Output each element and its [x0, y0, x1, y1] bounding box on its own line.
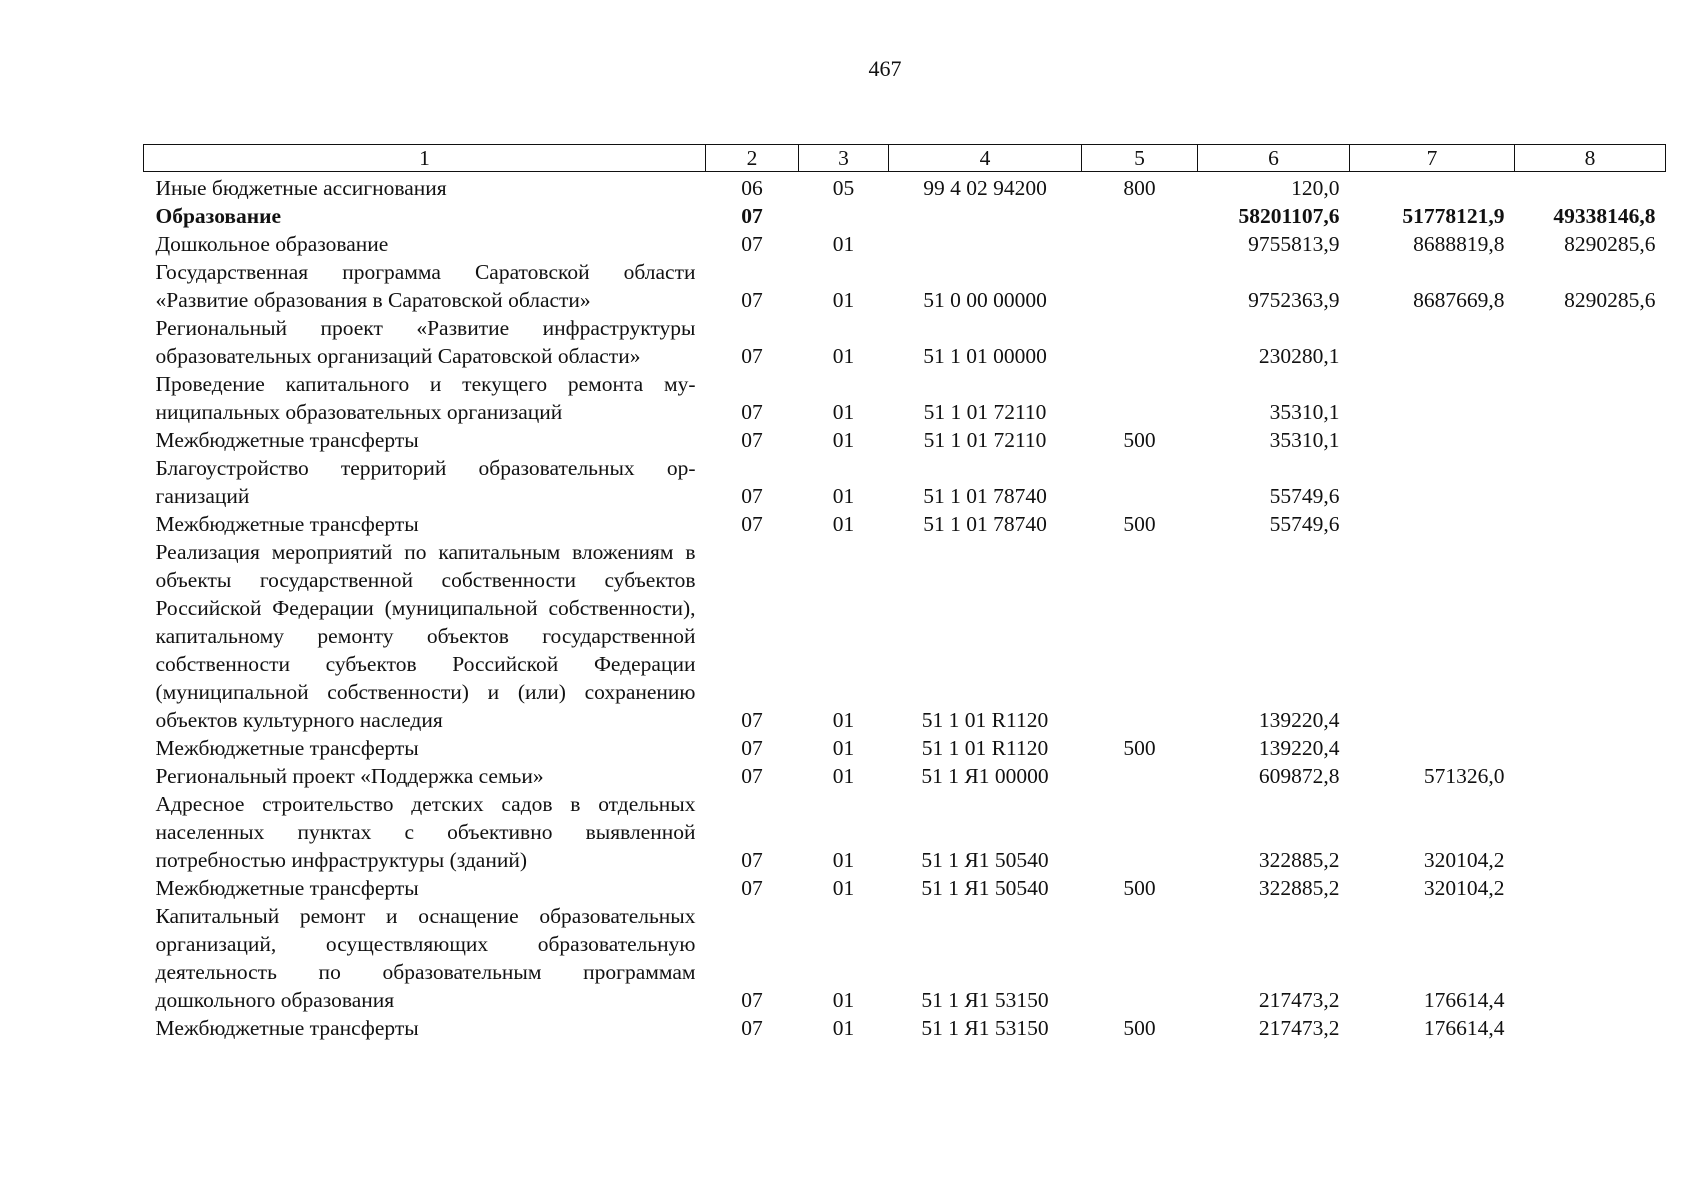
- row-expense-type-code: [1082, 202, 1198, 230]
- row-amount-col8: [1515, 370, 1666, 426]
- row-section-code: 07: [741, 736, 763, 760]
- row-target-item-code: 51 1 01 78740: [923, 512, 1047, 536]
- table-header-row: [144, 145, 1666, 172]
- row-amount-col7: [1350, 172, 1515, 203]
- row-target-item-code: 51 1 01 R1120: [921, 736, 1049, 760]
- row-expense-type-code: 500: [1123, 876, 1156, 900]
- row-subsection-code: 01: [832, 764, 855, 788]
- row-section-code: 07: [741, 512, 763, 536]
- row-target-item-code: 51 1 01 78740: [923, 484, 1047, 508]
- row-amount-col7: 571326,0: [1423, 764, 1505, 788]
- row-name: Межбюджетные трансферты: [155, 876, 419, 900]
- row-name: Межбюджетные трансферты: [155, 428, 419, 452]
- row-amount-col7: [1350, 454, 1515, 510]
- row-amount-col7: 320104,2: [1423, 876, 1505, 900]
- row-amount-col6: 139220,4: [1258, 736, 1340, 760]
- column-header: 7: [1350, 145, 1515, 172]
- table-row: [144, 230, 1666, 258]
- budget-table: [143, 144, 1666, 1042]
- row-section-code: 07: [741, 876, 763, 900]
- row-subsection-code: 01: [832, 400, 855, 424]
- row-amount-col6: 55749,6: [1269, 512, 1340, 536]
- row-expense-type-code: 500: [1123, 736, 1156, 760]
- row-subsection-code: 01: [832, 708, 855, 732]
- table-row: [144, 258, 1666, 314]
- table-row: [144, 790, 1666, 874]
- row-amount-col7: 176614,4: [1423, 1016, 1505, 1040]
- row-amount-col8: [1515, 902, 1666, 1014]
- row-amount-col6: 120,0: [1291, 176, 1340, 200]
- row-name: Иные бюджетные ассигнования: [155, 176, 447, 200]
- row-target-item-code: 51 1 01 72110: [923, 428, 1047, 452]
- row-amount-col6: 58201107,6: [1238, 204, 1340, 228]
- row-amount-col6: 9755813,9: [1248, 232, 1340, 256]
- row-amount-col8: [1515, 426, 1666, 454]
- column-header: 8: [1515, 145, 1666, 172]
- row-name: Региональный проект «Поддержка семьи»: [155, 764, 544, 788]
- row-section-code: 07: [741, 344, 763, 368]
- row-subsection-code: 01: [832, 288, 855, 312]
- row-name: Государственная программа Саратовской области «Развитие образования в Саратовской области»: [155, 260, 696, 312]
- row-section-code: 07: [741, 428, 763, 452]
- row-name: Проведение капитального и текущего ремонта муниципальных образовательных организаций: [155, 372, 696, 424]
- table-row: [144, 454, 1666, 510]
- row-expense-type-code: [1082, 314, 1198, 370]
- row-subsection-code: 01: [832, 876, 855, 900]
- row-amount-col6: 9752363,9: [1248, 288, 1340, 312]
- row-amount-col7: [1350, 314, 1515, 370]
- row-name: Образование: [155, 204, 282, 228]
- row-amount-col8: [1515, 762, 1666, 790]
- table-body: [144, 172, 1666, 1043]
- row-amount-col8: [1515, 538, 1666, 734]
- row-subsection-code: 01: [832, 428, 855, 452]
- row-expense-type-code: 500: [1123, 512, 1156, 536]
- row-target-item-code: 51 1 Я1 00000: [921, 764, 1049, 788]
- row-name: Адресное строительство детских садов в отдельных населенных пунктах с объективно выявленной потребностью инфраструктуры (зданий): [155, 792, 696, 872]
- row-section-code: 07: [741, 764, 763, 788]
- table-row: [144, 172, 1666, 203]
- row-target-item-code: [889, 230, 1082, 258]
- row-subsection-code: 01: [832, 512, 855, 536]
- row-amount-col6: 609872,8: [1258, 764, 1340, 788]
- row-expense-type-code: 800: [1123, 176, 1156, 200]
- column-header: 2: [706, 145, 799, 172]
- row-amount-col6: 139220,4: [1258, 708, 1340, 732]
- row-amount-col7: [1350, 426, 1515, 454]
- row-amount-col7: [1350, 538, 1515, 734]
- row-amount-col8: [1515, 454, 1666, 510]
- row-section-code: 07: [741, 848, 763, 872]
- row-expense-type-code: [1082, 902, 1198, 1014]
- row-amount-col6: 35310,1: [1269, 400, 1340, 424]
- row-section-code: 07: [741, 484, 763, 508]
- row-name: Капитальный ремонт и оснащение образовательных организаций, осуществляющих образовательную деятельность по образовательным программам дошкольного образования: [155, 904, 696, 1012]
- row-amount-col6: 55749,6: [1269, 484, 1340, 508]
- column-header: 3: [799, 145, 889, 172]
- row-expense-type-code: [1082, 762, 1198, 790]
- row-amount-col8: [1515, 510, 1666, 538]
- row-subsection-code: 01: [832, 736, 855, 760]
- row-expense-type-code: [1082, 538, 1198, 734]
- row-subsection-code: 01: [832, 484, 855, 508]
- row-amount-col6: 217473,2: [1258, 988, 1340, 1012]
- row-target-item-code: 51 0 00 00000: [923, 288, 1047, 312]
- row-target-item-code: 51 1 01 R1120: [921, 708, 1049, 732]
- row-section-code: 07: [741, 204, 763, 228]
- row-amount-col7: 8687669,8: [1413, 288, 1505, 312]
- row-expense-type-code: [1082, 258, 1198, 314]
- row-expense-type-code: [1082, 454, 1198, 510]
- column-header: 5: [1082, 145, 1198, 172]
- row-amount-col6: 322885,2: [1258, 876, 1340, 900]
- row-amount-col7: [1350, 734, 1515, 762]
- table-row: [144, 426, 1666, 454]
- row-section-code: 07: [741, 708, 763, 732]
- row-expense-type-code: [1082, 370, 1198, 426]
- row-amount-col8: [1515, 734, 1666, 762]
- row-section-code: 07: [741, 1016, 763, 1040]
- row-amount-col7: [1350, 370, 1515, 426]
- row-amount-col6: 322885,2: [1258, 848, 1340, 872]
- table-row: [144, 314, 1666, 370]
- row-name: Межбюджетные трансферты: [155, 1016, 419, 1040]
- row-amount-col6: 35310,1: [1269, 428, 1340, 452]
- table-row: [144, 510, 1666, 538]
- row-subsection-code: 01: [832, 1016, 855, 1040]
- column-header: 6: [1198, 145, 1350, 172]
- row-amount-col8: [1515, 790, 1666, 874]
- row-name: Благоустройство территорий образовательных организаций: [155, 456, 696, 508]
- row-amount-col7: 176614,4: [1423, 988, 1505, 1012]
- row-subsection-code: 01: [832, 988, 855, 1012]
- row-amount-col8: [1515, 1014, 1666, 1042]
- row-name: Межбюджетные трансферты: [155, 736, 419, 760]
- row-target-item-code: 51 1 01 72110: [923, 400, 1047, 424]
- row-target-item-code: 51 1 Я1 50540: [921, 848, 1049, 872]
- row-section-code: 07: [741, 288, 763, 312]
- row-amount-col7: 320104,2: [1423, 848, 1505, 872]
- row-target-item-code: [889, 202, 1082, 230]
- row-subsection-code: 01: [832, 848, 855, 872]
- row-target-item-code: 51 1 Я1 50540: [921, 876, 1049, 900]
- row-section-code: 07: [741, 232, 763, 256]
- row-subsection-code: 01: [832, 232, 855, 256]
- row-amount-col8: [1515, 172, 1666, 203]
- row-target-item-code: 51 1 Я1 53150: [921, 1016, 1049, 1040]
- row-amount-col6: 217473,2: [1258, 1016, 1340, 1040]
- row-expense-type-code: 500: [1123, 428, 1156, 452]
- row-name: Региональный проект «Развитие инфраструктуры образовательных организаций Саратовской области»: [155, 316, 696, 368]
- row-section-code: 07: [741, 988, 763, 1012]
- table-row: [144, 1014, 1666, 1042]
- table-row: [144, 874, 1666, 902]
- row-target-item-code: 99 4 02 94200: [923, 176, 1047, 200]
- row-amount-col8: 8290285,6: [1564, 288, 1656, 312]
- table-row: [144, 902, 1666, 1014]
- column-header: 4: [889, 145, 1082, 172]
- row-amount-col8: [1515, 874, 1666, 902]
- table-row: [144, 762, 1666, 790]
- row-expense-type-code: 500: [1123, 1016, 1156, 1040]
- row-expense-type-code: [1082, 790, 1198, 874]
- row-name: Межбюджетные трансферты: [155, 512, 419, 536]
- table-row: [144, 734, 1666, 762]
- column-header: 1: [144, 145, 706, 172]
- page-number: 467: [868, 56, 902, 81]
- row-subsection-code: [799, 202, 889, 230]
- row-amount-col8: [1515, 314, 1666, 370]
- row-amount-col8: 49338146,8: [1553, 204, 1656, 228]
- row-amount-col8: 8290285,6: [1564, 232, 1656, 256]
- row-amount-col7: 51778121,9: [1402, 204, 1505, 228]
- table-row: [144, 370, 1666, 426]
- row-name: Дошкольное образование: [155, 232, 389, 256]
- row-amount-col7: 8688819,8: [1413, 232, 1505, 256]
- table-row: [144, 202, 1666, 230]
- row-amount-col6: 230280,1: [1258, 344, 1340, 368]
- table-row: [144, 538, 1666, 734]
- row-target-item-code: 51 1 Я1 53150: [921, 988, 1049, 1012]
- row-section-code: 06: [741, 176, 763, 200]
- row-subsection-code: 05: [832, 176, 855, 200]
- row-target-item-code: 51 1 01 00000: [923, 344, 1047, 368]
- row-section-code: 07: [741, 400, 763, 424]
- row-name: Реализация мероприятий по капитальным вложениям в объекты государственной собственности субъектов Российской Федерации (муниципальной собственности), капитальному ремонту объектов государственной собственности субъектов Российской Федерации (муниципальной собственности) и (или) сохранению объектов культурного наследия: [155, 540, 696, 732]
- row-expense-type-code: [1082, 230, 1198, 258]
- row-subsection-code: 01: [832, 344, 855, 368]
- row-amount-col7: [1350, 510, 1515, 538]
